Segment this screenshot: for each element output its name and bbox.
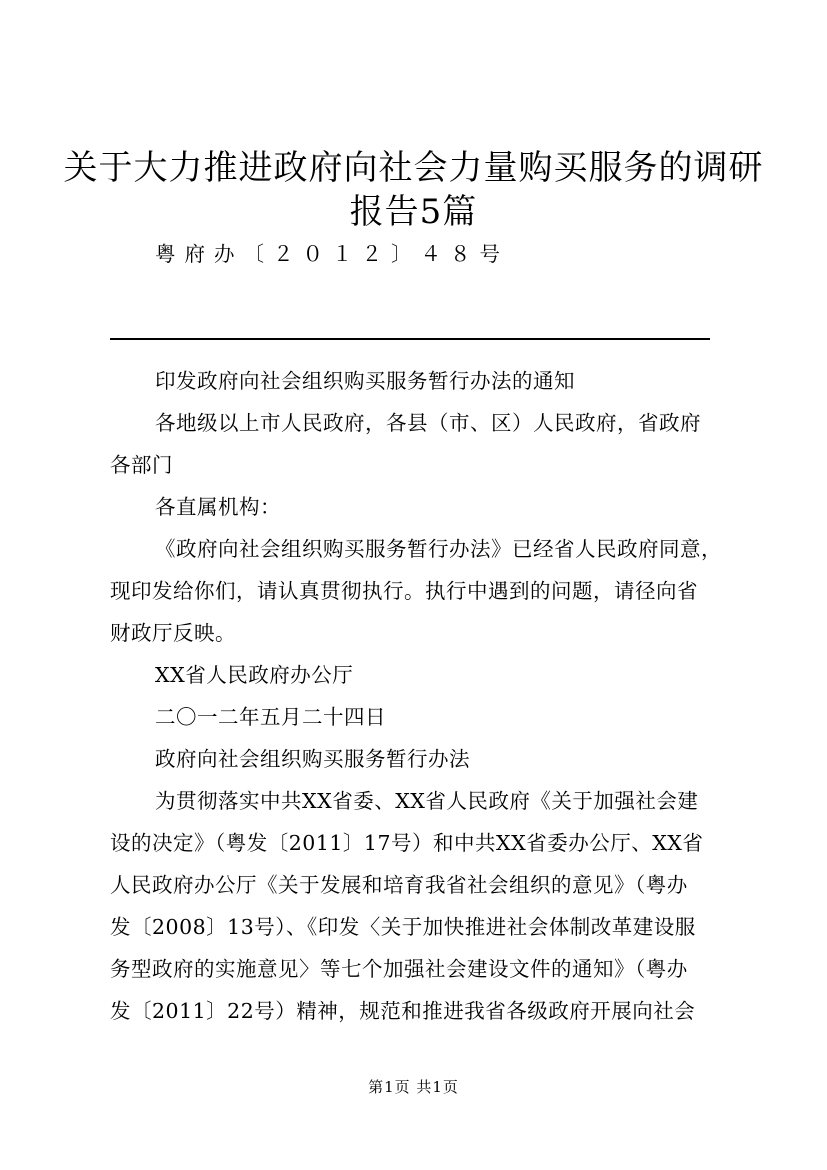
measures-line-3: 人民政府办公厅《关于发展和培育我省社会组织的意见》（粤办 <box>110 873 688 897</box>
body-line-2: 现印发给你们，请认真贯彻执行。执行中遇到的问题，请径向省 <box>110 579 698 603</box>
measures-line-1: 为贯彻落实中共XX省委、XX省人民政府《关于加强社会建 <box>155 789 699 813</box>
addressee-line-1: 各地级以上市人民政府，各县（市、区）人民政府，省政府 <box>155 411 701 435</box>
page-footer: 第1页 共1页 <box>368 1078 459 1096</box>
body-line-3: 财政厅反映。 <box>110 621 236 645</box>
measures-line-2: 设的决定》（粤发〔2011〕17号）和中共XX省委办公厅、XX省 <box>110 831 704 855</box>
measures-line-4: 发〔2008〕13号）、《印发〈关于加快推进社会体制改革建设服 <box>110 915 696 939</box>
document-number: 粤府办〔２０１２〕４８号 <box>155 242 509 266</box>
date-line: 二〇一二年五月二十四日 <box>155 705 386 729</box>
body-line-1: 《政府向社会组织购买服务暂行办法》已经省人民政府同意， <box>155 537 722 561</box>
measures-title: 政府向社会组织购买服务暂行办法 <box>155 747 470 771</box>
measures-line-6: 发〔2011〕22号）精神，规范和推进我省各级政府开展向社会 <box>110 999 696 1023</box>
issuer-line: XX省人民政府办公厅 <box>155 663 354 687</box>
addressee-line-3: 各直属机构： <box>155 495 281 519</box>
document-title-line-1: 关于大力推进政府向社会力量购买服务的调研 <box>63 148 764 188</box>
measures-line-5: 务型政府的实施意见〉等七个加强社会建设文件的通知》（粤办 <box>110 957 688 981</box>
notice-title: 印发政府向社会组织购买服务暂行办法的通知 <box>155 369 575 393</box>
addressee-line-2: 各部门 <box>110 453 173 477</box>
header-divider <box>110 338 710 340</box>
document-title-line-2: 报告5篇 <box>349 192 478 232</box>
